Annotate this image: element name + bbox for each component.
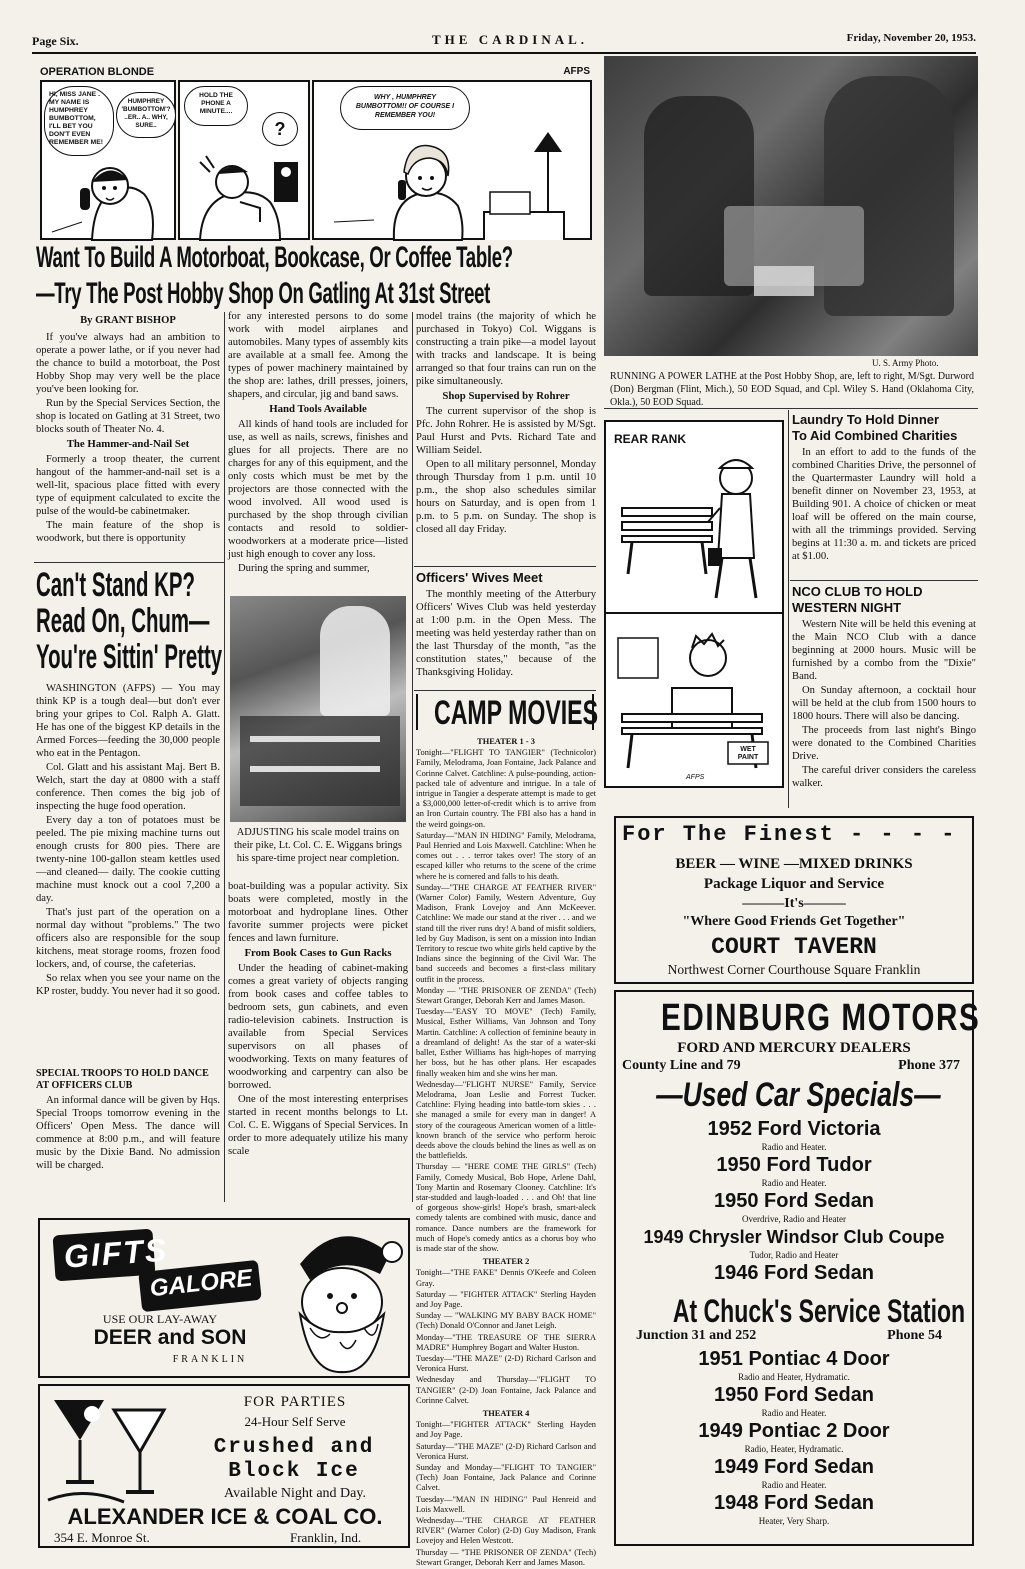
nco-headline-1: NCO CLUB TO HOLD [792, 584, 923, 599]
kp-headline-3: You're Sittin' Pretty [36, 638, 223, 676]
car-list-2 [616, 1348, 972, 1528]
motors-phone: Phone 377 [898, 1058, 960, 1073]
troops-article: An informal dance will be given by Hqs. Special Troops tomorrow evening in the Officers' Open Mess. The dance will commence at 8:00 p.m., and will feature music by the Dixie Band. No admission will be charged. [36, 1095, 220, 1171]
wet-paint-sign: WET PAINT [737, 746, 759, 761]
car-desc: Radio and Heater. [761, 1142, 827, 1152]
gifts-logo: GIFTS [53, 1229, 156, 1282]
listing-item: Wednesday—"FLIGHT NURSE" Family, Service Melodrama, Joan Leslie and Forrest Tucker. Catchline: Flying heading into battle-torn skies . . . she managed a smile for every man in danger! A story of the courageous American women of a little-known branch of the service who perform heroic deeds above the clouds behind the lines as well as on the battlefields. [416, 1079, 596, 1161]
deer-and-son-city: FRANKLIN [172, 1354, 248, 1365]
power-lathe-photo [604, 56, 978, 356]
motors-location: County Line and 79 [622, 1058, 741, 1073]
for-parties-text: FOR PARTIES [243, 1394, 347, 1410]
car-name: 1950 Ford Tudor [716, 1154, 872, 1176]
listing-item: Saturday—"MAN IN HIDING" Family, Melodrama, Paul Henried and Lois Maxwell. Catchline: When he comes out . . . terror takes over! The story of an escaped killer who returns to the scene of the crime where he is cornered and falls to his death. [416, 830, 596, 881]
car-desc: Radio and Heater, Hydramatic. [738, 1372, 850, 1382]
comic-panel-2 [178, 80, 310, 240]
block-ice-text: Block Ice [228, 1460, 360, 1483]
car-desc: Tudor, Radio and Heater [749, 1250, 839, 1260]
troops-headline: SPECIAL TROOPS TO HOLD DANCE AT OFFICERS CLUB [36, 1068, 209, 1091]
laundry-article: In an effort to add to the funds of the combined Charities Drive, the personnel of the Quartermaster Laundry will hold a benefit dinner on November 23, 1953, at Building 901. A choice of chicken or meat loaf will be offered on the main course, with all the trimmings provided. Serving begins at 11:30 a. m. and tickets are priced at $1.00. [792, 447, 976, 562]
tavern-its: ———It's——— [742, 896, 846, 911]
cocktail-glasses-illustration [44, 1390, 184, 1510]
theater-1-heading: THEATER 1 - 3 [477, 737, 535, 746]
man-on-phone-illustration [52, 152, 172, 240]
car-name: 1952 Ford Victoria [707, 1118, 881, 1140]
car-name: 1949 Ford Sedan [713, 1456, 875, 1478]
gifts-galore-ad [38, 1218, 410, 1378]
masthead [32, 32, 976, 50]
kp-headline-1: Can't Stand KP? [36, 566, 195, 604]
masthead-rule [32, 52, 976, 54]
car-desc: Radio and Heater. [761, 1408, 827, 1418]
deer-and-son-name: DEER and SON [93, 1326, 247, 1349]
motors-dealers: FORD AND MERCURY DEALERS [677, 1040, 911, 1056]
nco-headline-2: WESTERN NIGHT [792, 600, 902, 615]
crushed-text: Crushed and [213, 1436, 375, 1459]
listing-item: Thursday — "THE PRISONER OF ZENDA" (Tech) Stewart Granger, Deborah Kerr and James Mason. [416, 1547, 596, 1567]
used-car-specials: —Used Car Specials— [656, 1076, 941, 1114]
rear-rank-credit: AFPS [686, 774, 705, 781]
listing-item: Tonight—"FLIGHT TO TANGIER" (Technicolor) Family, Melodrama, Joan Fontaine, Jack Palance and Corinne Calvet. Catchline: A pulse-pounding, action-packed tale of adventure and intrigue. In a tale of intrigue in Tangier a desperate attempt is made to get a $3,000,000 letter-of-credit which is to arrive from an Iron Curtain country. The FBI also has a hand in the weird goings-on. [416, 748, 596, 829]
tavern-finest: For The Finest - - - - [622, 822, 957, 847]
comic-credit: AFPS [563, 66, 590, 77]
issue-date: Friday, November 20, 1953. [846, 32, 976, 44]
available-text: Available Night and Day. [224, 1486, 366, 1501]
kp-article: WASHINGTON (AFPS) — You may think KP is a tough deal—but don't ever bring your gripes to Col. Ralph A. Glatt. He has one of the biggest KP details in the Armed Forces—feeding the 30,000 people who eat in the Pentagon. Col. Glatt and his assistant Maj. Bert B. Welch, start the day at 0800 with a staff conference. Then comes the big job of inspecting the huge food operation. Every day a ton of potatoes must be peeled. The pie mixing machine turns out enough crusts for 800 pies. There are twenty-nine 100-gallon steam kettles used—and cleaned— daily. The cookie cutting machine must knock out a cool 7,200 a day. That's just part of the operation on a normal day without "problems." The two officers also are responsible for the soup kitchens, meat storage rooms, frozen food lockers, and, of course, the cafeterias. So relax when you see your name on the KP roster, buddy. You never had it so good. [36, 683, 220, 997]
car-desc: Radio and Heater. [761, 1178, 827, 1188]
car-list-1 [616, 1118, 972, 1284]
car-name: 1950 Ford Sedan [713, 1384, 875, 1406]
listing-item: Thursday — "HERE COME THE GIRLS" (Tech) Family, Comedy Musical, Bob Hope, Arlene Dahl, Tony Martin and Rosemary Clooney. Catchline: It's star-studded and laugh-loaded . . . and Oh! that line of gorgeous show-girls! Hope's brash, smart-aleck comedy talents are combined with music, dance and romance. Dance numbers are the framework for much of Hope's comedy antics as a chorus boy who is made star of the show. [416, 1162, 596, 1253]
comic-panel-1 [40, 80, 176, 240]
listing-item: Sunday—"THE CHARGE AT FEATHER RIVER" (Warner Color) Family, Western Adventure, Guy Madison, Frank Lovejoy and Ann McKeever. Catchline: We made our stand at the river . . . and we stand till the river runs dry! A band of misfit soldiers, led by Guy Madison, is sent on a mission into Indian Territory to rescue two white girls held captive by the Indians since the beginning of the Civil War. The band succeeds and becomes a first-class military outfit in the process. [416, 882, 596, 984]
tavern-slogan: "Where Good Friends Get Together" [682, 914, 906, 929]
listing-item: Saturday — "FIGHTER ATTACK" Sterling Hayden and Joy Page. [416, 1289, 596, 1309]
model-trains-caption: ADJUSTING his scale model trains on their pike, Lt. Col. C. E. Wiggans brings his spare-time project near completion. [234, 827, 402, 864]
listing-item: Saturday—"THE MAZE" (2-D) Richard Carlson and Veronica Hurst. [416, 1441, 596, 1461]
self-serve-text: 24-Hour Self Serve [244, 1414, 346, 1429]
speech-bubble-2: HUMPHREY 'BUMBOTTOM'? ..ER.. A.. WHY, SURE.. [116, 92, 176, 138]
listing-item: Tuesday—"MAN IN HIDING" Paul Henreid and Lois Maxwell. [416, 1494, 596, 1514]
listing-item: Monday—"THE TREASURE OF THE SIERRA MADRE" Humphrey Bogart and Walter Huston. [416, 1332, 596, 1352]
lathe-photo-caption: RUNNING A POWER LATHE at the Post Hobby Shop, are, left to right, M/Sgt. Durword (Don) Bergman (Flint, Mich.), 50 EOD Squad, and Cpl. Wiley S. Hand (Oklahoma City, Okla.), 50 EOD Squad. [610, 371, 974, 408]
chucks-location: Junction 31 and 252 [636, 1328, 757, 1343]
kp-headline-2: Read On, Chum— [36, 602, 210, 640]
tavern-drinks: BEER — WINE —MIXED DRINKS [675, 856, 913, 872]
chucks-phone: Phone 54 [887, 1328, 942, 1343]
car-name: 1949 Chrysler Windsor Club Coupe [643, 1227, 945, 1247]
movies-headline-box [416, 694, 599, 732]
speech-bubble-3: HOLD THE PHONE A MINUTE.... [184, 86, 248, 126]
motors-name: EDINBURG MOTORS [661, 997, 981, 1039]
car-name: 1949 Pontiac 2 Door [698, 1420, 890, 1442]
blonde-woman-illustration [334, 122, 590, 240]
wives-headline: Officers' Wives Meet [416, 570, 543, 585]
car-name: 1951 Pontiac 4 Door [698, 1348, 890, 1370]
hobby-headline-2: —Try The Post Hobby Shop On Gatling At 31st Street [36, 277, 491, 310]
comic-title: OPERATION BLONDE [40, 66, 155, 78]
laundry-headline-1: Laundry To Hold Dinner [792, 412, 940, 427]
chucks-station: At Chuck's Service Station [672, 1293, 966, 1329]
car-name: 1948 Ford Sedan [713, 1492, 875, 1514]
listing-item: Tuesday—"EASY TO MOVE" (Tech) Family, Musical, Esther Williams, Van Johnson and Tony Martin. Catchline: A collection of feminine beauty in a dreamland of delight! As the star of a water-ski ballet, Esther Williams has high-hopes of marrying her boss, but he has other plans. Her escapades finally weaken him and she wins her man. [416, 1007, 596, 1078]
lathe-photo-credit: U. S. Army Photo. [872, 358, 939, 368]
car-name: 1950 Ford Sedan [713, 1190, 875, 1212]
wives-article: The monthly meeting of the Atterbury Officers' Wives Club was held yesterday at 1:00 p.m. in the Open Mess. The meeting was held yesterday rather than on the last Thursday of the month, "as the constitution states," because of the Thanksgiving Holiday. [416, 589, 596, 678]
rear-rank-comic [604, 420, 784, 788]
car-desc: Radio, Heater, Hydramatic. [744, 1444, 844, 1454]
listing-item: Wednesday and Thursday—"FLIGHT TO TANGIER" (2-D) Joan Fontaine, Jack Palance and Corinne Calvet. [416, 1375, 596, 1405]
comic-strip [36, 64, 596, 242]
speech-bubble-1: HI, MISS JANE . MY NAME IS HUMPHREY BUMBOTTOM, I'LL BET YOU DON'T EVEN REMEMBER ME! [44, 86, 114, 156]
alexander-city: Franklin, Ind. [290, 1530, 362, 1545]
hobby-col-2: for any interested persons to do some work with model airplanes and automobiles. Many types of assembly kits are available at a small fee. Among the types of power machinery maintained by the shop are: lathes, drill presses, joiners, shapers, and circular, jig and band saws. Hand Tools Available All kinds of hand tools are included for use, as well as nails, screws, finishes and glues for all projects. There are no charges for any of this equipment, and the only costs which must be met by the projectors are those connected with the wood involved. All wood used is purchased by the shop through civilian contacts and resold to soldier-woodworkers at a moderate price—listed just high enough to cover any loss. During the spring and summer, [228, 311, 408, 574]
speech-bubble-5: WHY , HUMPHREY BUMBOTTOM!! OF COURSE I REMEMBER YOU! [340, 86, 470, 130]
listing-item: Wednesday—"THE CHARGE AT FEATHER RIVER" (Warner Color) (2-D) Guy Madison, Frank Lovejoy and Helen Westcott. [416, 1516, 596, 1546]
tavern-address: Northwest Corner Courthouse Square Franklin [667, 962, 921, 977]
edinburg-motors-ad [614, 990, 981, 1546]
listing-item: Tonight—"FIGHTER ATTACK" Sterling Hayden and Joy Page. [416, 1420, 596, 1440]
tavern-package: Package Liquor and Service [703, 876, 885, 892]
speech-bubble-4: ? [262, 112, 298, 146]
movies-listing [416, 734, 596, 1569]
theater-4-heading: THEATER 4 [482, 1409, 530, 1418]
model-trains-photo [230, 596, 406, 822]
car-desc: Overdrive, Radio and Heater [742, 1214, 846, 1224]
laundry-headline-2: To Aid Combined Charities [792, 428, 958, 443]
comic-panel-3 [312, 80, 592, 240]
paper-name: THE CARDINAL. [432, 32, 589, 47]
layaway-text: USE OUR LAY-AWAY [102, 1312, 218, 1326]
wall-phone-illustration [190, 142, 306, 240]
tavern-name: COURT TAVERN [711, 934, 877, 960]
galore-logo: GALORE [138, 1260, 262, 1312]
listing-item: Monday — "THE PRISONER OF ZENDA" (Tech) Stewart Granger, Deborah Kerr and James Mason. [416, 985, 596, 1006]
alexander-address: 354 E. Monroe St. [54, 1530, 150, 1545]
movies-headline: CAMP MOVIES [434, 694, 599, 732]
listing-item: Sunday — "WALKING MY BABY BACK HOME" (Tech) Donald O'Connor and Janet Leigh. [416, 1311, 596, 1331]
hobby-col-1: By GRANT BISHOP If you've always had an ambition to operate a power lathe, or if you never had the chance to build a motorboat, the Post Hobby Shop may very well be the place you've been looking for. Run by the Special Services Section, the shop is located on Gatling at 31 Street, two blocks south of Theater No. 4. The Hammer-and-Nail Set Formerly a troop theater, the current hangout of the hammer-and-nail set is a well-lit, spacious place fitted with every type of equipment calculated to excite the pulse of the would-be cabinetmaker. The main feature of the shop is woodwork, but there is opportunity [36, 315, 220, 544]
hobby-headline-1: Want To Build A Motorboat, Bookcase, Or Coffee Table? [36, 241, 513, 274]
rear-rank-title: REAR RANK [614, 432, 686, 446]
car-name: 1946 Ford Sedan [713, 1262, 875, 1284]
page-number: Page Six. [32, 34, 79, 48]
hobby-col-2b: boat-building was a popular activity. Six boats were completed, mostly in the motorboat and hydroplane lines. Other favorite summer projects were picket fences and lawn furniture. From Book Cases to Gun Racks Under the heading of cabinet-making comes a great variety of objects ranging from book cases and coffee tables to bedroom sets, gun cabinets, and even radio-television cabinets. Instruction is available from Special Services supervisors on all phases of woodworking. Texts on many features of woodworking and carpentry can also be borrowed. One of the most interesting enterprises started in recent months belongs to Lt. Col. C. E. Wiggans of Special Services. In order to more adequately utilize his many scale [228, 881, 408, 1157]
alexander-ice-ad [38, 1384, 410, 1548]
court-tavern-ad [614, 816, 974, 984]
car-desc: Heater, Very Sharp. [758, 1516, 830, 1526]
soldier-painting-bench-illustration [612, 448, 778, 608]
theater-2-heading: THEATER 2 [482, 1257, 530, 1267]
hobby-byline: By GRANT BISHOP [80, 315, 176, 326]
car-desc: Radio and Heater. [761, 1480, 827, 1490]
listing-item: Tuesday—"THE MAZE" (2-D) Richard Carlson and Veronica Hurst. [416, 1353, 596, 1374]
nco-article: Western Nite will be held this evening at the Main NCO Club with a dance beginning at 2000 hours. Music will be furnished by a combo from the "Dixie" Band. On Sunday afternoon, a cocktail hour will be held at the club from 1500 hours to 1800 hours. There will also be dancing. The proceeds from last night's Bingo were donated to the Combined Charities Drive. The careful driver considers the careless walker. [792, 619, 976, 789]
listing-item: Tonight—"THE FAKE" Dennis O'Keefe and Coleen Gray. [416, 1268, 596, 1288]
santa-illustration [280, 1224, 406, 1374]
listing-item: Sunday and Monday—"FLIGHT TO TANGIER" (Tech) Joan Fontaine, Jack Palance and Corinne Calvet. [416, 1463, 596, 1493]
hobby-col-3: model trains (the majority of which he purchased in Tokyo) Col. Wiggans is constructing a train pike—a model layout with tracks and landscape. It is being arranged so that four trains can run on the pike simultaneously. Shop Supervised by Rohrer The current supervisor of the shop is Pfc. John Rohrer. He is assisted by M/Sgt. Paul Hurst and Pvts. Richard Tate and William Seidel. Open to all military personnel, Monday through Thursday from 1 p.m. until 10 p.m., the shop also schedules similar hours on Saturday, and is open from 1 p.m. to 5 p.m. on Sunday. The shop is closed all day Friday. [416, 311, 596, 535]
alexander-name: ALEXANDER ICE & COAL CO. [67, 1504, 383, 1529]
